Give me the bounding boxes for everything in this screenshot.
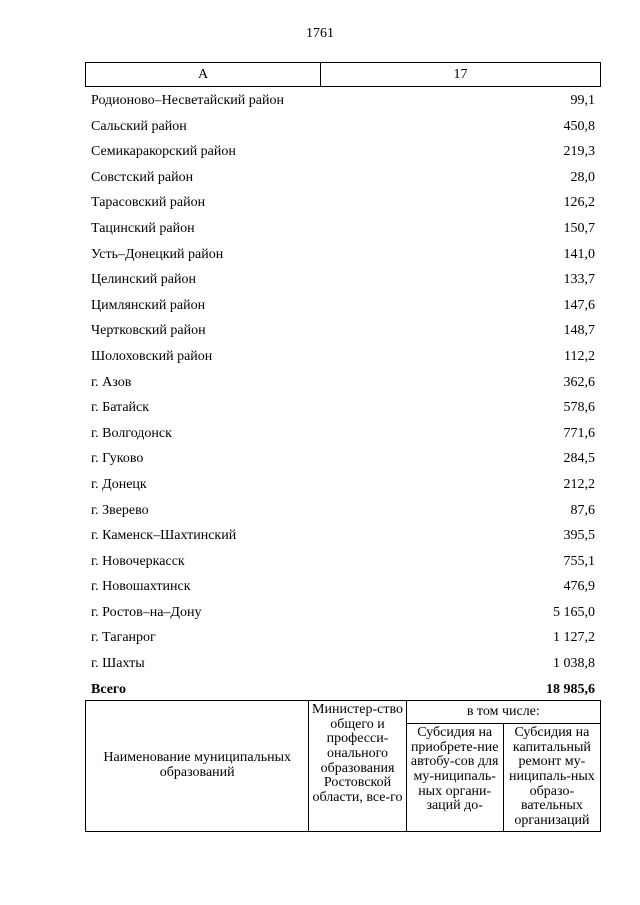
table-row: [85, 165, 601, 191]
total-row: [85, 677, 601, 703]
row-name: г. Ростов–на–Дону: [91, 604, 202, 620]
row-name: Усть–Донецкий район: [91, 246, 224, 262]
row-value: 141,0: [563, 246, 595, 262]
row-value: 126,2: [563, 195, 595, 211]
row-value: 476,9: [563, 579, 595, 595]
table-row: [85, 344, 601, 370]
row-name: Семикаракорский район: [91, 144, 236, 160]
table-header: [85, 62, 601, 87]
row-name: г. Волгодонск: [91, 425, 172, 441]
table-row: [85, 190, 601, 216]
table-row: [85, 472, 601, 498]
total-value: 18 985,6: [546, 681, 595, 697]
row-value: 5 165,0: [553, 604, 595, 620]
table-row: [85, 600, 601, 626]
column-header-a: А: [86, 63, 321, 87]
row-name: г. Зверево: [91, 502, 149, 518]
row-name: Совстский район: [91, 169, 194, 185]
table-row: [85, 421, 601, 447]
row-name: Родионово–Несветайский район: [91, 93, 284, 108]
row-name: г. Новошахтинск: [91, 579, 191, 595]
row-value: 212,2: [563, 476, 595, 492]
row-value: 1 127,2: [553, 630, 595, 646]
row-name: Сальский район: [91, 118, 187, 134]
table-row: [85, 523, 601, 549]
row-value: 219,3: [563, 144, 595, 160]
row-name: г. Донецк: [91, 476, 147, 492]
table-row: [85, 498, 601, 524]
row-name: г. Таганрог: [91, 630, 156, 646]
row-value: 112,2: [564, 348, 595, 364]
table-row: [85, 267, 601, 293]
row-value: 87,6: [570, 502, 595, 518]
row-name: Целинский район: [91, 272, 196, 288]
table-row: [85, 88, 601, 114]
column-header-repair-subsidy: Субсидия на капитальный ремонт му-ниципаль-ных образо-вательных организаций: [503, 724, 600, 832]
row-value: 284,5: [563, 451, 595, 467]
table-row: [85, 242, 601, 268]
table-row: [85, 625, 601, 651]
table-row: [85, 293, 601, 319]
row-name: г. Шахты: [91, 656, 145, 672]
row-value: 99,1: [570, 93, 595, 108]
column-header-ministry-total: Министер-ство общего и професси-онального образования Ростовской области, все-го: [309, 701, 406, 832]
table-row: [85, 318, 601, 344]
row-value: 148,7: [563, 323, 595, 339]
row-name: г. Гуково: [91, 451, 144, 467]
row-name: Цимлянский район: [91, 297, 206, 313]
row-value: 755,1: [563, 553, 595, 569]
next-table-header: [85, 700, 601, 832]
row-name: г. Каменск–Шахтинский: [91, 528, 237, 544]
column-header-municipalities: Наименование муниципальных образований: [86, 701, 309, 832]
row-value: 1 038,8: [553, 656, 595, 672]
row-value: 28,0: [570, 169, 595, 185]
row-name: Шолоховский район: [91, 348, 213, 364]
page-number: 1761: [306, 26, 334, 41]
row-value: 147,6: [563, 297, 595, 313]
table-row: [85, 139, 601, 165]
row-value: 362,6: [563, 374, 595, 390]
row-value: 150,7: [563, 220, 595, 236]
column-header-including: в том числе:: [406, 701, 600, 724]
table-row: [85, 549, 601, 575]
column-header-17: 17: [321, 63, 601, 87]
row-value: 578,6: [563, 400, 595, 416]
total-label: Всего: [91, 681, 126, 697]
row-name: г. Азов: [91, 374, 132, 390]
data-rows: [85, 88, 601, 702]
row-value: 395,5: [563, 528, 595, 544]
column-header-bus-subsidy: Субсидия на приобрете-ние автобу-сов для му-ниципаль-ных органи-заций до-: [406, 724, 503, 832]
row-name: Тарасовский район: [91, 195, 206, 211]
table-row: [85, 446, 601, 472]
table-row: [85, 395, 601, 421]
row-value: 133,7: [563, 272, 595, 288]
row-name: г. Новочеркасск: [91, 553, 185, 569]
table-row: [85, 370, 601, 396]
row-name: г. Батайск: [91, 400, 150, 416]
row-value: 771,6: [563, 425, 595, 441]
table-row: [85, 651, 601, 677]
row-value: 450,8: [563, 118, 595, 134]
table-row: [85, 216, 601, 242]
table-row: [85, 114, 601, 140]
row-name: Тацинский район: [91, 220, 195, 236]
table-row: [85, 574, 601, 600]
row-name: Чертковский район: [91, 323, 206, 339]
